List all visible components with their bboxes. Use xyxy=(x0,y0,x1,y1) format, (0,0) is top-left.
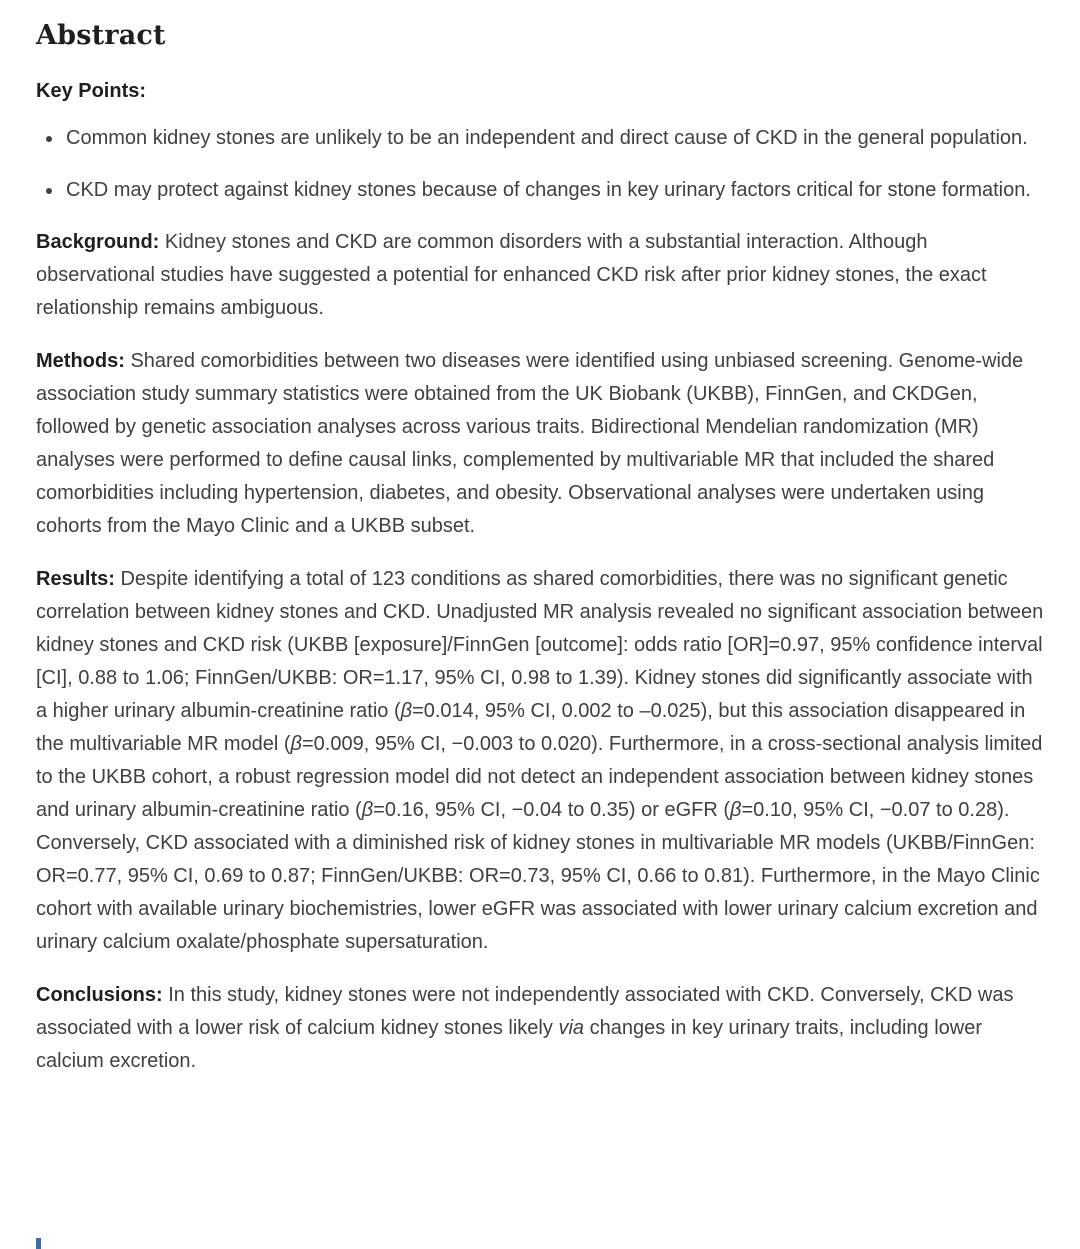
paragraph-label: Methods: xyxy=(36,350,125,372)
abstract-heading: Abstract xyxy=(36,20,166,51)
blue-accent-bar xyxy=(36,1238,41,1249)
paragraph-text: Despite identifying a total of 123 conditions as shared comorbidities, there was no significant genetic correlation between kidney stones and CKD. Unadjusted MR analysis revealed no significant association between kidney stones and CKD risk (UKBB [exposure]/FinnGen [outcome]: odds ratio [OR]=0.97, 95% confidence interval [CI], 0.88 to 1.06; FinnGen/UKBB: OR=1.17, 95% CI, 0.98 to 1.39). Kidney stones did significantly associate with a higher urinary albumin-creatinine ratio (β=0.014, 95% CI, 0.002 to –0.025), but this association disappeared in the multivariable MR model (β=0.009, 95% CI, −0.003 to 0.020). Furthermore, in a cross-sectional analysis limited to the UKBB cohort, a robust regression model did not detect an independent association between kidney stones and urinary albumin-creatinine ratio (β=0.16, 95% CI, −0.04 to 0.35) or eGFR (β=0.10, 95% CI, −0.07 to 0.28). Conversely, CKD associated with a diminished risk of kidney stones in multivariable MR models (UKBB/FinnGen: OR=0.77, 95% CI, 0.69 to 0.87; FinnGen/UKBB: OR=0.73, 95% CI, 0.66 to 0.81). Furthermore, in the Mayo Clinic cohort with available urinary biochemistries, lower eGFR was associated with lower urinary calcium excretion and urinary calcium oxalate/phosphate supersaturation. xyxy=(36,568,1044,953)
key-point-item: • CKD may protect against kidney stones because of changes in key urinary factors critical for stone formation. xyxy=(64,174,1044,207)
conclusions-paragraph xyxy=(36,979,1044,1078)
background-paragraph xyxy=(36,226,1044,325)
key-points-label: Key Points: xyxy=(36,80,147,102)
paragraph-label: Background: xyxy=(36,231,160,253)
key-point-item: • Common kidney stones are unlikely to be an independent and direct cause of CKD in the general population. xyxy=(64,122,1044,155)
key-points-list xyxy=(36,122,1044,207)
paragraph-text: Kidney stones and CKD are common disorders with a substantial interaction. Although observational studies have suggested a potential for enhanced CKD risk after prior kidney stones, the exact relationship remains ambiguous. xyxy=(36,231,987,319)
paragraph-label: Conclusions: xyxy=(36,984,163,1006)
paragraph-text: Shared comorbidities between two diseases were identified using unbiased screening. Genome-wide association study summary statistics were obtained from the UK Biobank (UKBB), FinnGen, and CKDGen, followed by genetic association analyses across various traits. Bidirectional Mendelian randomization (MR) analyses were performed to define causal links, complemented by multivariable MR that included the shared comorbidities including hypertension, diabetes, and obesity. Observational analyses were undertaken using cohorts from the Mayo Clinic and a UKBB subset. xyxy=(36,350,1024,537)
paragraph-text: In this study, kidney stones were not independently associated with CKD. Conversely, CKD was associated with a lower risk of calcium kidney stones likely via changes in key urinary traits, including lower calcium excretion. xyxy=(36,984,1014,1072)
paragraph-label: Results: xyxy=(36,568,115,590)
methods-paragraph xyxy=(36,345,1044,543)
results-paragraph xyxy=(36,563,1044,959)
